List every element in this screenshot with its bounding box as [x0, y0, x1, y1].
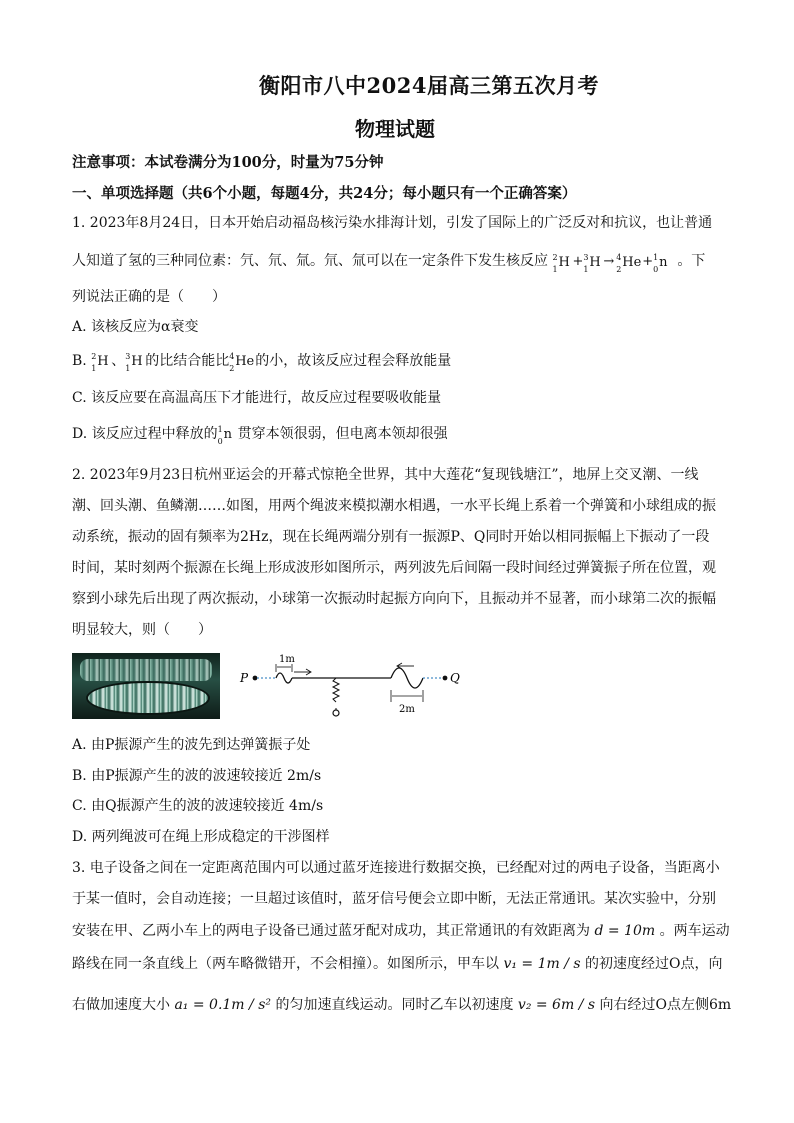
q3-a1: a₁ = 0.1m / s²	[174, 997, 271, 1013]
q2-option-b: B. 由P振源产生的波的波速较接近 2m/s	[72, 768, 322, 784]
h2-nuclide-b: 2 1 H	[91, 352, 109, 373]
q3-v1: v₁ = 1m / s	[503, 956, 581, 972]
q3-line5-mid: 的匀加速直线运动。同时乙车以初速度	[275, 997, 514, 1013]
page-subtitle: 物理试题	[355, 117, 435, 141]
q2-line5: 察到小球先后出现了两次振动，小球第一次振动时起振方向向下，且振动并不显著，而小球第二次的振幅	[72, 591, 716, 607]
q1-option-b	[72, 352, 452, 373]
q3-line3-pre: 安装在甲、乙两小车上的两电子设备已通过蓝牙配对成功，其正常通讯的有效距离为	[72, 923, 590, 939]
q2-option-a: A. 由P振源产生的波先到达弹簧振子处	[72, 737, 311, 753]
q2-line2: 潮、回头潮、鱼鳞潮……如图，用两个绳波来模拟潮水相遇，一水平长绳上系着一个弹簧和小球组成的振	[72, 498, 716, 514]
ball	[333, 710, 339, 716]
q3-v2: v₂ = 6m / s	[517, 997, 596, 1013]
q1-option-d-post: 贯穿本领很弱，但电离本领却很强	[237, 426, 448, 442]
q1-option-b-sep: 、	[111, 353, 126, 369]
q2-line4: 时间，某时刻两个振源在长绳上形成波形如图所示，两列波先后间隔一段时间经过弹簧振子所在位置，观	[72, 560, 716, 576]
q3-line5	[72, 996, 731, 1014]
he-nuclide: 4 2 He	[616, 252, 642, 274]
neutron-nuclide-d: 1 0 n	[217, 425, 233, 446]
q3-line3-post: 。两车运动	[659, 923, 730, 939]
arrow-sign: →	[603, 254, 615, 269]
nuclear-equation	[552, 252, 677, 274]
q2-line3: 动系统，振动的固有频率为2Hz，现在长绳两端分别有一振源P、Q同时开始以相同振幅上下振动了一段	[72, 529, 710, 545]
q2-option-c: C. 由Q振源产生的波的波速较接近 4m/s	[72, 798, 324, 814]
q2-line6: 明显较大，则（ ）	[72, 622, 212, 638]
q1-option-b-text: 的小，故该反应过程会释放能量	[255, 353, 452, 369]
label-1m: 1m	[279, 654, 295, 665]
photo-band	[80, 659, 212, 681]
section-heading: 一、单项选择题（共6个小题，每题4分，共24分；每小题只有一个正确答案）	[72, 185, 577, 202]
q1-option-b-mid: 的比结合能比	[145, 353, 230, 369]
q2-option-d: D. 两列绳波可在绳上形成稳定的干涉图样	[72, 829, 330, 845]
h3-nuclide: 3 1 H	[583, 252, 601, 274]
h3-nuclide-b: 3 1 H	[125, 352, 143, 373]
q1-line2-pre: 人知道了氢的三种同位素：氕、氘、氚。氘、氚可以在一定条件下发生核反应	[72, 253, 548, 269]
q1-line2-post: 。下	[677, 253, 706, 269]
q1-option-b-label: B.	[72, 353, 87, 369]
q1-line3: 列说法正确的是（ ）	[72, 289, 226, 305]
photo-lotus-screen	[86, 681, 210, 715]
h2-nuclide: 2 1 H	[552, 252, 570, 274]
wave-q	[391, 668, 423, 688]
q1-option-c: C. 该反应要在高温高压下才能进行，故反应过程要吸收能量	[72, 390, 442, 406]
neutron-nuclide: 1 0 n	[653, 252, 668, 274]
he-nuclide-b: 4 2 He	[229, 352, 255, 373]
q3-line1: 3. 电子设备之间在一定距离范围内可以通过蓝牙连接进行数据交换，已经配对过的两电子设备，当距离小	[72, 860, 720, 876]
plus-sign: +	[572, 254, 584, 269]
label-q: Q	[450, 671, 460, 685]
q1-option-d	[72, 425, 448, 446]
q3-line4-post: 的初速度经过O点，向	[585, 956, 723, 972]
label-2m: 2m	[399, 704, 415, 715]
q3-line5-post: 向右经过O点左侧6m	[599, 997, 732, 1013]
plus-sign-2: +	[642, 254, 654, 269]
spring	[333, 678, 339, 702]
tide-photo	[72, 653, 220, 719]
q3-line3	[72, 922, 730, 940]
page-title: 衡阳市八中2024届高三第五次月考	[259, 73, 599, 98]
q3-line2: 于某一值时，会自动连接；一旦超过该值时，蓝牙信号便会立即中断，无法正常通讯。某次实验中，分别	[72, 891, 716, 907]
rope-wave-diagram	[236, 650, 466, 722]
q1-option-d-pre: D. 该反应过程中释放的	[72, 426, 218, 442]
q3-distance: d = 10m	[594, 923, 656, 939]
q3-line4-pre: 路线在同一条直线上（两车略微错开，不会相撞）。如图所示，甲车以	[72, 956, 499, 972]
q3-line5-pre: 右做加速度大小	[72, 997, 170, 1013]
source-q	[443, 676, 448, 681]
notice: 注意事项：本试卷满分为100分，时量为75分钟	[72, 154, 384, 171]
q2-line1: 2. 2023年9月23日杭州亚运会的开幕式惊艳全世界，其中大莲花“复现钱塘江”，地屏上交叉潮、一线	[72, 467, 699, 483]
source-p	[253, 676, 258, 681]
q1-line1: 1. 2023年8月24日，日本开始启动福岛核污染水排海计划，引发了国际上的广泛反对和抗议，也让普通	[72, 215, 713, 231]
q3-line4	[72, 955, 723, 973]
label-p: P	[240, 671, 249, 685]
wave-p	[276, 673, 292, 683]
q1-option-a: A. 该核反应为α衰变	[72, 319, 199, 335]
q1-line2	[72, 252, 706, 274]
